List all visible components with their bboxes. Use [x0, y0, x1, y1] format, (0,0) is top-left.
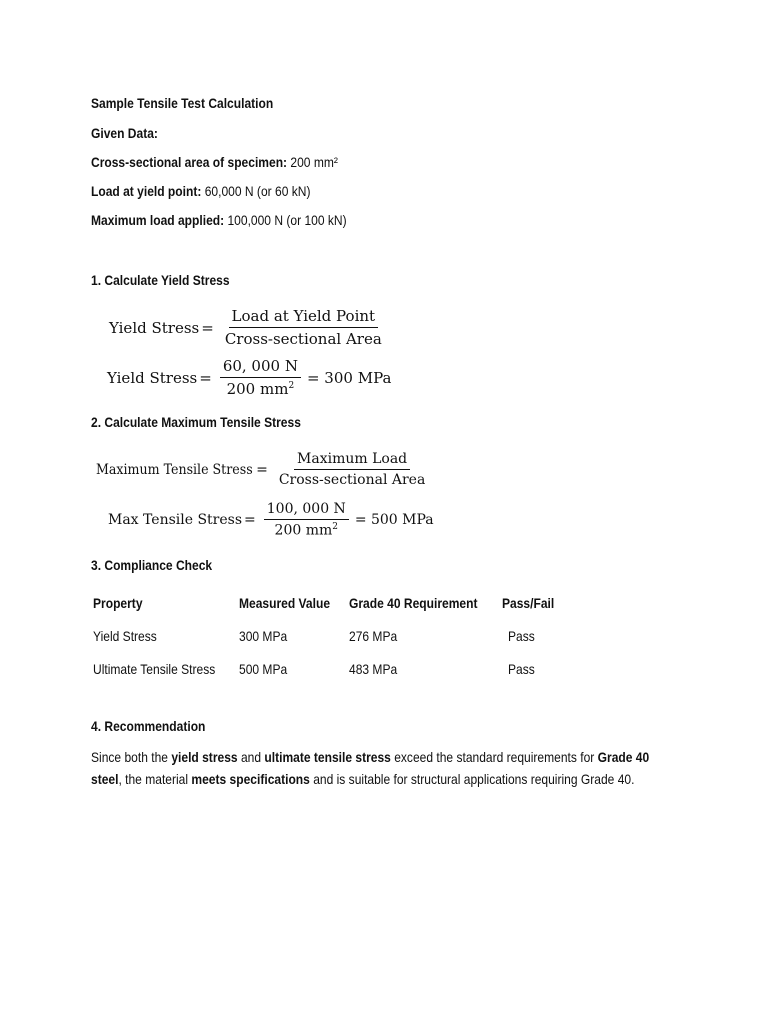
- max-tensile-result: = 500 MPa: [354, 511, 434, 528]
- given-area: Cross-sectional area of specimen: 200 mm²: [91, 154, 338, 170]
- section4-heading: 4. Recommendation: [91, 718, 206, 734]
- recommendation-paragraph: Since both the yield stress and ultimate tensile stress exceed the standard requirements for Grade 40 steel, the material meets specifications and is suitable for structural applications requiring Grade 40.: [91, 749, 650, 787]
- table-row: Yield Stress 300 MPa 276 MPa Pass: [93, 627, 536, 644]
- given-yield-load: Load at yield point: 60,000 N (or 60 kN): [91, 183, 311, 199]
- table-header-row: Property Measured Value Grade 40 Requirement Pass/Fail: [93, 594, 555, 611]
- formula-fraction: $\frac{\text{Load at Yield Point}}{\text{Cross-sectional Area}}$: [224, 307, 382, 348]
- max-tensile-formula: Maximum Tensile Stress = $\frac{\text{Maximum Load}}{\text{Cross-sectional Area}}$: [96, 451, 426, 488]
- section2-heading: 2. Calculate Maximum Tensile Stress: [91, 414, 301, 430]
- given-max-load: Maximum load applied: 100,000 N (or 100 kN): [91, 212, 347, 228]
- given-data-heading: Given Data:: [91, 125, 158, 141]
- section3-heading: 3. Compliance Check: [91, 557, 213, 573]
- yield-stress-result: = 300 MPa: [306, 368, 392, 387]
- yield-stress-formula: Yield Stress = $\frac{\text{Load at Yield Point}}{\text{Cross-sectional Area}}$: [109, 307, 391, 348]
- section1-heading: 1. Calculate Yield Stress: [91, 272, 230, 288]
- formula-lhs: Yield Stress: [109, 318, 200, 337]
- yield-stress-calculation: Yield Stress = $\frac{60, 000 N}{200 mm^2}$ = 300 MPa: [107, 357, 392, 398]
- compliance-table: [91, 586, 565, 685]
- document-title: Sample Tensile Test Calculation: [91, 95, 274, 111]
- table-row: Ultimate Tensile Stress 500 MPa 483 MPa Pass: [93, 660, 536, 677]
- max-tensile-calculation: Max Tensile Stress = $\frac{100, 000 N}{200 mm^2}$ = 500 MPa: [108, 501, 434, 539]
